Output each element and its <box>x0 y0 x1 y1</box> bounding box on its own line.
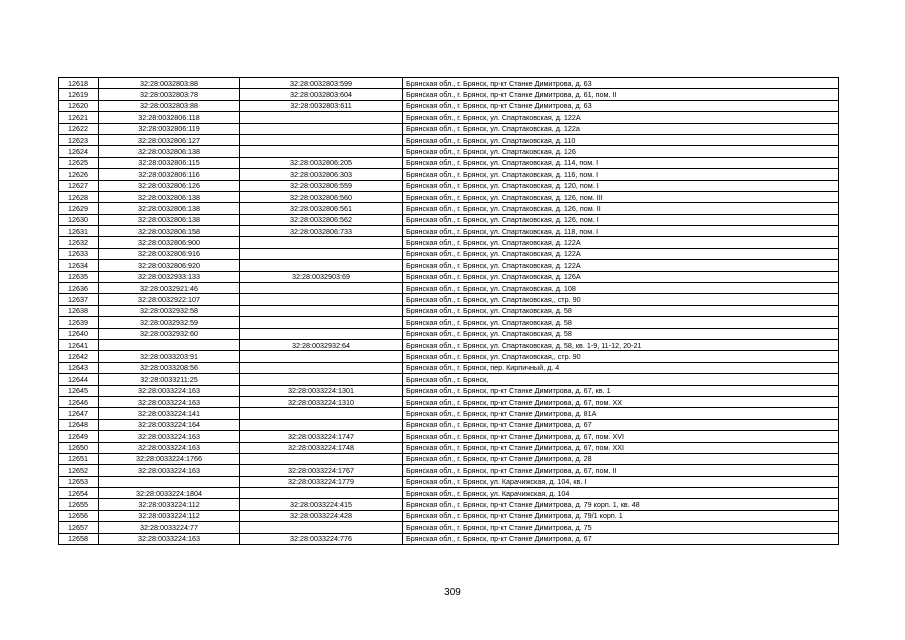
child-cadastral-number-cell: 32:28:0033224:415 <box>240 499 403 510</box>
child-cadastral-number-cell <box>240 522 403 533</box>
address-cell: Брянская обл., г. Брянск, ул. Спартаковская, д. 126А <box>403 271 839 282</box>
parent-cadastral-number-cell: 32:28:0032806:115 <box>99 157 240 168</box>
parent-cadastral-number-cell: 32:28:0032803:88 <box>99 100 240 111</box>
row-number-cell: 12656 <box>59 510 99 521</box>
row-number-cell: 12646 <box>59 396 99 407</box>
row-number-cell: 12627 <box>59 180 99 191</box>
row-number-cell: 12624 <box>59 146 99 157</box>
row-number-cell: 12618 <box>59 78 99 89</box>
parent-cadastral-number-cell: 32:28:0032921:46 <box>99 283 240 294</box>
address-cell: Брянская обл., г. Брянск, <box>403 374 839 385</box>
child-cadastral-number-cell: 32:28:0033224:1301 <box>240 385 403 396</box>
address-cell: Брянская обл., г. Брянск, пр-кт Станке Димитрова, д. 67, кв. 1 <box>403 385 839 396</box>
table-row <box>59 146 839 157</box>
table-row <box>59 317 839 328</box>
table-row <box>59 226 839 237</box>
parent-cadastral-number-cell: 32:28:0033224:163 <box>99 533 240 544</box>
parent-cadastral-number-cell: 32:28:0032922:107 <box>99 294 240 305</box>
table-row <box>59 283 839 294</box>
child-cadastral-number-cell <box>240 351 403 362</box>
parent-cadastral-number-cell: 32:28:0032932:59 <box>99 317 240 328</box>
parent-cadastral-number-cell: 32:28:0032806:127 <box>99 134 240 145</box>
parent-cadastral-number-cell: 32:28:0033211:25 <box>99 374 240 385</box>
table-row <box>59 191 839 202</box>
address-cell: Брянская обл., г. Брянск, пр-кт Станке Димитрова, д. 81А <box>403 408 839 419</box>
row-number-cell: 12619 <box>59 89 99 100</box>
table-row <box>59 533 839 544</box>
row-number-cell: 12626 <box>59 169 99 180</box>
parent-cadastral-number-cell: 32:28:0033224:112 <box>99 499 240 510</box>
child-cadastral-number-cell <box>240 408 403 419</box>
child-cadastral-number-cell <box>240 305 403 316</box>
child-cadastral-number-cell: 32:28:0033224:1748 <box>240 442 403 453</box>
row-number-cell: 12635 <box>59 271 99 282</box>
child-cadastral-number-cell <box>240 374 403 385</box>
address-cell: Брянская обл., г. Брянск, ул. Карачижская, д. 104, кв. I <box>403 476 839 487</box>
parent-cadastral-number-cell: 32:28:0032806:138 <box>99 214 240 225</box>
table-row <box>59 157 839 168</box>
child-cadastral-number-cell: 32:28:0033224:428 <box>240 510 403 521</box>
child-cadastral-number-cell: 32:28:0033224:1779 <box>240 476 403 487</box>
address-cell: Брянская обл., г. Брянск, ул. Спартаковская, д. 58 <box>403 305 839 316</box>
child-cadastral-number-cell <box>240 362 403 373</box>
table-row <box>59 169 839 180</box>
address-cell: Брянская обл., г. Брянск, пр-кт Станке Димитрова, д. 79/1 корп. 1 <box>403 510 839 521</box>
table-row <box>59 89 839 100</box>
child-cadastral-number-cell <box>240 294 403 305</box>
address-cell: Брянская обл., г. Брянск, ул. Спартаковская, д. 120, пом. I <box>403 180 839 191</box>
row-number-cell: 12648 <box>59 419 99 430</box>
child-cadastral-number-cell <box>240 237 403 248</box>
child-cadastral-number-cell: 32:28:0032806:562 <box>240 214 403 225</box>
row-number-cell: 12650 <box>59 442 99 453</box>
parent-cadastral-number-cell: 32:28:0032933:133 <box>99 271 240 282</box>
address-cell: Брянская обл., г. Брянск, ул. Спартаковская, д. 116, пом. I <box>403 169 839 180</box>
parent-cadastral-number-cell: 32:28:0032803:78 <box>99 89 240 100</box>
table-row <box>59 442 839 453</box>
table-row <box>59 362 839 373</box>
table-row <box>59 476 839 487</box>
address-cell: Брянская обл., г. Брянск, пр-кт Станке Димитрова, д. 67, пом. II <box>403 465 839 476</box>
parent-cadastral-number-cell: 32:28:0032806:158 <box>99 226 240 237</box>
child-cadastral-number-cell <box>240 260 403 271</box>
row-number-cell: 12637 <box>59 294 99 305</box>
child-cadastral-number-cell <box>240 419 403 430</box>
row-number-cell: 12644 <box>59 374 99 385</box>
row-number-cell: 12658 <box>59 533 99 544</box>
parent-cadastral-number-cell <box>99 476 240 487</box>
parent-cadastral-number-cell: 32:28:0032806:118 <box>99 112 240 123</box>
parent-cadastral-number-cell: 32:28:0033208:56 <box>99 362 240 373</box>
address-cell: Брянская обл., г. Брянск, пр-кт Станке Димитрова, д. 63 <box>403 78 839 89</box>
table-row <box>59 271 839 282</box>
registry-table-body <box>59 78 839 545</box>
table-row <box>59 203 839 214</box>
child-cadastral-number-cell <box>240 283 403 294</box>
table-row <box>59 328 839 339</box>
parent-cadastral-number-cell: 32:28:0033224:77 <box>99 522 240 533</box>
parent-cadastral-number-cell: 32:28:0032806:138 <box>99 191 240 202</box>
address-cell: Брянская обл., г. Брянск, ул. Спартаковская, д. 122А <box>403 260 839 271</box>
address-cell: Брянская обл., г. Брянск, ул. Спартаковская, д. 122а <box>403 123 839 134</box>
address-cell: Брянская обл., г. Брянск, пр-кт Станке Димитрова, д. 67, пом. XVI <box>403 431 839 442</box>
table-row <box>59 408 839 419</box>
parent-cadastral-number-cell: 32:28:0033224:1804 <box>99 488 240 499</box>
address-cell: Брянская обл., г. Брянск, ул. Спартаковская,, стр. 90 <box>403 351 839 362</box>
address-cell: Брянская обл., г. Брянск, ул. Спартаковская, д. 126 <box>403 146 839 157</box>
row-number-cell: 12621 <box>59 112 99 123</box>
child-cadastral-number-cell: 32:28:0032806:560 <box>240 191 403 202</box>
table-row <box>59 180 839 191</box>
table-row <box>59 248 839 259</box>
table-row <box>59 522 839 533</box>
table-row <box>59 374 839 385</box>
parent-cadastral-number-cell: 32:28:0033224:163 <box>99 442 240 453</box>
parent-cadastral-number-cell: 32:28:0033224:164 <box>99 419 240 430</box>
address-cell: Брянская обл., г. Брянск, пр-кт Станке Димитрова, д. 28 <box>403 453 839 464</box>
address-cell: Брянская обл., г. Брянск, ул. Спартаковская, д. 108 <box>403 283 839 294</box>
table-row <box>59 465 839 476</box>
parent-cadastral-number-cell: 32:28:0032806:920 <box>99 260 240 271</box>
table-row <box>59 260 839 271</box>
address-cell: Брянская обл., г. Брянск, пр-кт Станке Димитрова, д. 63 <box>403 100 839 111</box>
parent-cadastral-number-cell: 32:28:0032806:138 <box>99 203 240 214</box>
child-cadastral-number-cell <box>240 328 403 339</box>
row-number-cell: 12643 <box>59 362 99 373</box>
row-number-cell: 12639 <box>59 317 99 328</box>
address-cell: Брянская обл., г. Брянск, ул. Спартаковская, д. 118, пом. I <box>403 226 839 237</box>
row-number-cell: 12657 <box>59 522 99 533</box>
child-cadastral-number-cell: 32:28:0033224:1767 <box>240 465 403 476</box>
row-number-cell: 12641 <box>59 339 99 350</box>
parent-cadastral-number-cell: 32:28:0032806:126 <box>99 180 240 191</box>
child-cadastral-number-cell <box>240 112 403 123</box>
address-cell: Брянская обл., г. Брянск, ул. Спартаковская, д. 122А <box>403 237 839 248</box>
table-row <box>59 499 839 510</box>
address-cell: Брянская обл., г. Брянск, ул. Спартаковская, д. 126, пом. II <box>403 203 839 214</box>
child-cadastral-number-cell <box>240 248 403 259</box>
address-cell: Брянская обл., г. Брянск, пр-кт Станке Димитрова, д. 67, пом. XX <box>403 396 839 407</box>
row-number-cell: 12638 <box>59 305 99 316</box>
table-row <box>59 100 839 111</box>
parent-cadastral-number-cell: 32:28:0032932:58 <box>99 305 240 316</box>
row-number-cell: 12655 <box>59 499 99 510</box>
child-cadastral-number-cell <box>240 453 403 464</box>
parent-cadastral-number-cell: 32:28:0032806:900 <box>99 237 240 248</box>
child-cadastral-number-cell: 32:28:0032803:611 <box>240 100 403 111</box>
table-row <box>59 385 839 396</box>
address-cell: Брянская обл., г. Брянск, пр-кт Станке Димитрова, д. 67 <box>403 419 839 430</box>
parent-cadastral-number-cell: 32:28:0033203:91 <box>99 351 240 362</box>
table-row <box>59 351 839 362</box>
row-number-cell: 12642 <box>59 351 99 362</box>
address-cell: Брянская обл., г. Брянск, ул. Спартаковская, д. 122А <box>403 112 839 123</box>
row-number-cell: 12630 <box>59 214 99 225</box>
address-cell: Брянская обл., г. Брянск, ул. Карачижская, д. 104 <box>403 488 839 499</box>
child-cadastral-number-cell: 32:28:0032903:69 <box>240 271 403 282</box>
child-cadastral-number-cell <box>240 134 403 145</box>
row-number-cell: 12653 <box>59 476 99 487</box>
parent-cadastral-number-cell: 32:28:0033224:112 <box>99 510 240 521</box>
table-row <box>59 339 839 350</box>
address-cell: Брянская обл., г. Брянск, ул. Спартаковская, д. 110 <box>403 134 839 145</box>
parent-cadastral-number-cell <box>99 339 240 350</box>
address-cell: Брянская обл., г. Брянск, ул. Спартаковская, д. 126, пом. I <box>403 214 839 225</box>
address-cell: Брянская обл., г. Брянск, пр-кт Станке Димитрова, д. 75 <box>403 522 839 533</box>
row-number-cell: 12620 <box>59 100 99 111</box>
table-row <box>59 237 839 248</box>
parent-cadastral-number-cell: 32:28:0033224:163 <box>99 385 240 396</box>
address-cell: Брянская обл., г. Брянск, пер. Кирпичный, д. 4 <box>403 362 839 373</box>
child-cadastral-number-cell: 32:28:0033224:1747 <box>240 431 403 442</box>
child-cadastral-number-cell: 32:28:0032806:559 <box>240 180 403 191</box>
address-cell: Брянская обл., г. Брянск, ул. Спартаковская, д. 58 <box>403 317 839 328</box>
parent-cadastral-number-cell: 32:28:0032806:116 <box>99 169 240 180</box>
parent-cadastral-number-cell: 32:28:0033224:163 <box>99 431 240 442</box>
row-number-cell: 12647 <box>59 408 99 419</box>
child-cadastral-number-cell <box>240 146 403 157</box>
row-number-cell: 12634 <box>59 260 99 271</box>
row-number-cell: 12645 <box>59 385 99 396</box>
table-row <box>59 396 839 407</box>
child-cadastral-number-cell <box>240 123 403 134</box>
row-number-cell: 12622 <box>59 123 99 134</box>
parent-cadastral-number-cell: 32:28:0032806:138 <box>99 146 240 157</box>
row-number-cell: 12651 <box>59 453 99 464</box>
parent-cadastral-number-cell: 32:28:0032803:88 <box>99 78 240 89</box>
row-number-cell: 12636 <box>59 283 99 294</box>
table-row <box>59 294 839 305</box>
parent-cadastral-number-cell: 32:28:0032932:60 <box>99 328 240 339</box>
parent-cadastral-number-cell: 32:28:0032806:119 <box>99 123 240 134</box>
row-number-cell: 12625 <box>59 157 99 168</box>
row-number-cell: 12623 <box>59 134 99 145</box>
child-cadastral-number-cell: 32:28:0033224:776 <box>240 533 403 544</box>
address-cell: Брянская обл., г. Брянск, ул. Спартаковская, д. 58 <box>403 328 839 339</box>
row-number-cell: 12631 <box>59 226 99 237</box>
table-row <box>59 134 839 145</box>
registry-table <box>58 77 839 545</box>
parent-cadastral-number-cell: 32:28:0033224:163 <box>99 396 240 407</box>
child-cadastral-number-cell: 32:28:0032806:561 <box>240 203 403 214</box>
table-row <box>59 112 839 123</box>
table-row <box>59 305 839 316</box>
address-cell: Брянская обл., г. Брянск, ул. Спартаковская, д. 122А <box>403 248 839 259</box>
parent-cadastral-number-cell: 32:28:0033224:141 <box>99 408 240 419</box>
parent-cadastral-number-cell: 32:28:0032806:916 <box>99 248 240 259</box>
parent-cadastral-number-cell: 32:28:0033224:163 <box>99 465 240 476</box>
table-row <box>59 488 839 499</box>
child-cadastral-number-cell: 32:28:0032806:303 <box>240 169 403 180</box>
table-row <box>59 419 839 430</box>
row-number-cell: 12629 <box>59 203 99 214</box>
table-row <box>59 431 839 442</box>
child-cadastral-number-cell: 32:28:0033224:1310 <box>240 396 403 407</box>
child-cadastral-number-cell: 32:28:0032932:64 <box>240 339 403 350</box>
child-cadastral-number-cell <box>240 488 403 499</box>
address-cell: Брянская обл., г. Брянск, пр-кт Станке Димитрова, д. 67, пом. XXI <box>403 442 839 453</box>
table-row <box>59 123 839 134</box>
table-row <box>59 214 839 225</box>
table-row <box>59 510 839 521</box>
table-row <box>59 453 839 464</box>
address-cell: Брянская обл., г. Брянск, пр-кт Станке Димитрова, д. 61, пом. II <box>403 89 839 100</box>
address-cell: Брянская обл., г. Брянск, ул. Спартаковская,, стр. 90 <box>403 294 839 305</box>
row-number-cell: 12628 <box>59 191 99 202</box>
table-row <box>59 78 839 89</box>
parent-cadastral-number-cell: 32:28:0033224:1766 <box>99 453 240 464</box>
address-cell: Брянская обл., г. Брянск, пр-кт Станке Димитрова, д. 79 корп. 1, кв. 48 <box>403 499 839 510</box>
page-number: 309 <box>444 587 461 598</box>
child-cadastral-number-cell: 32:28:0032803:604 <box>240 89 403 100</box>
row-number-cell: 12649 <box>59 431 99 442</box>
row-number-cell: 12632 <box>59 237 99 248</box>
child-cadastral-number-cell: 32:28:0032803:599 <box>240 78 403 89</box>
address-cell: Брянская обл., г. Брянск, ул. Спартаковская, д. 58, кв. 1-9, 11-12, 20-21 <box>403 339 839 350</box>
child-cadastral-number-cell <box>240 317 403 328</box>
row-number-cell: 12640 <box>59 328 99 339</box>
row-number-cell: 12652 <box>59 465 99 476</box>
child-cadastral-number-cell: 32:28:0032806:733 <box>240 226 403 237</box>
address-cell: Брянская обл., г. Брянск, ул. Спартаковская, д. 126, пом. III <box>403 191 839 202</box>
address-cell: Брянская обл., г. Брянск, ул. Спартаковская, д. 114, пом. I <box>403 157 839 168</box>
address-cell: Брянская обл., г. Брянск, пр-кт Станке Димитрова, д. 67 <box>403 533 839 544</box>
row-number-cell: 12654 <box>59 488 99 499</box>
row-number-cell: 12633 <box>59 248 99 259</box>
child-cadastral-number-cell: 32:28:0032806:205 <box>240 157 403 168</box>
